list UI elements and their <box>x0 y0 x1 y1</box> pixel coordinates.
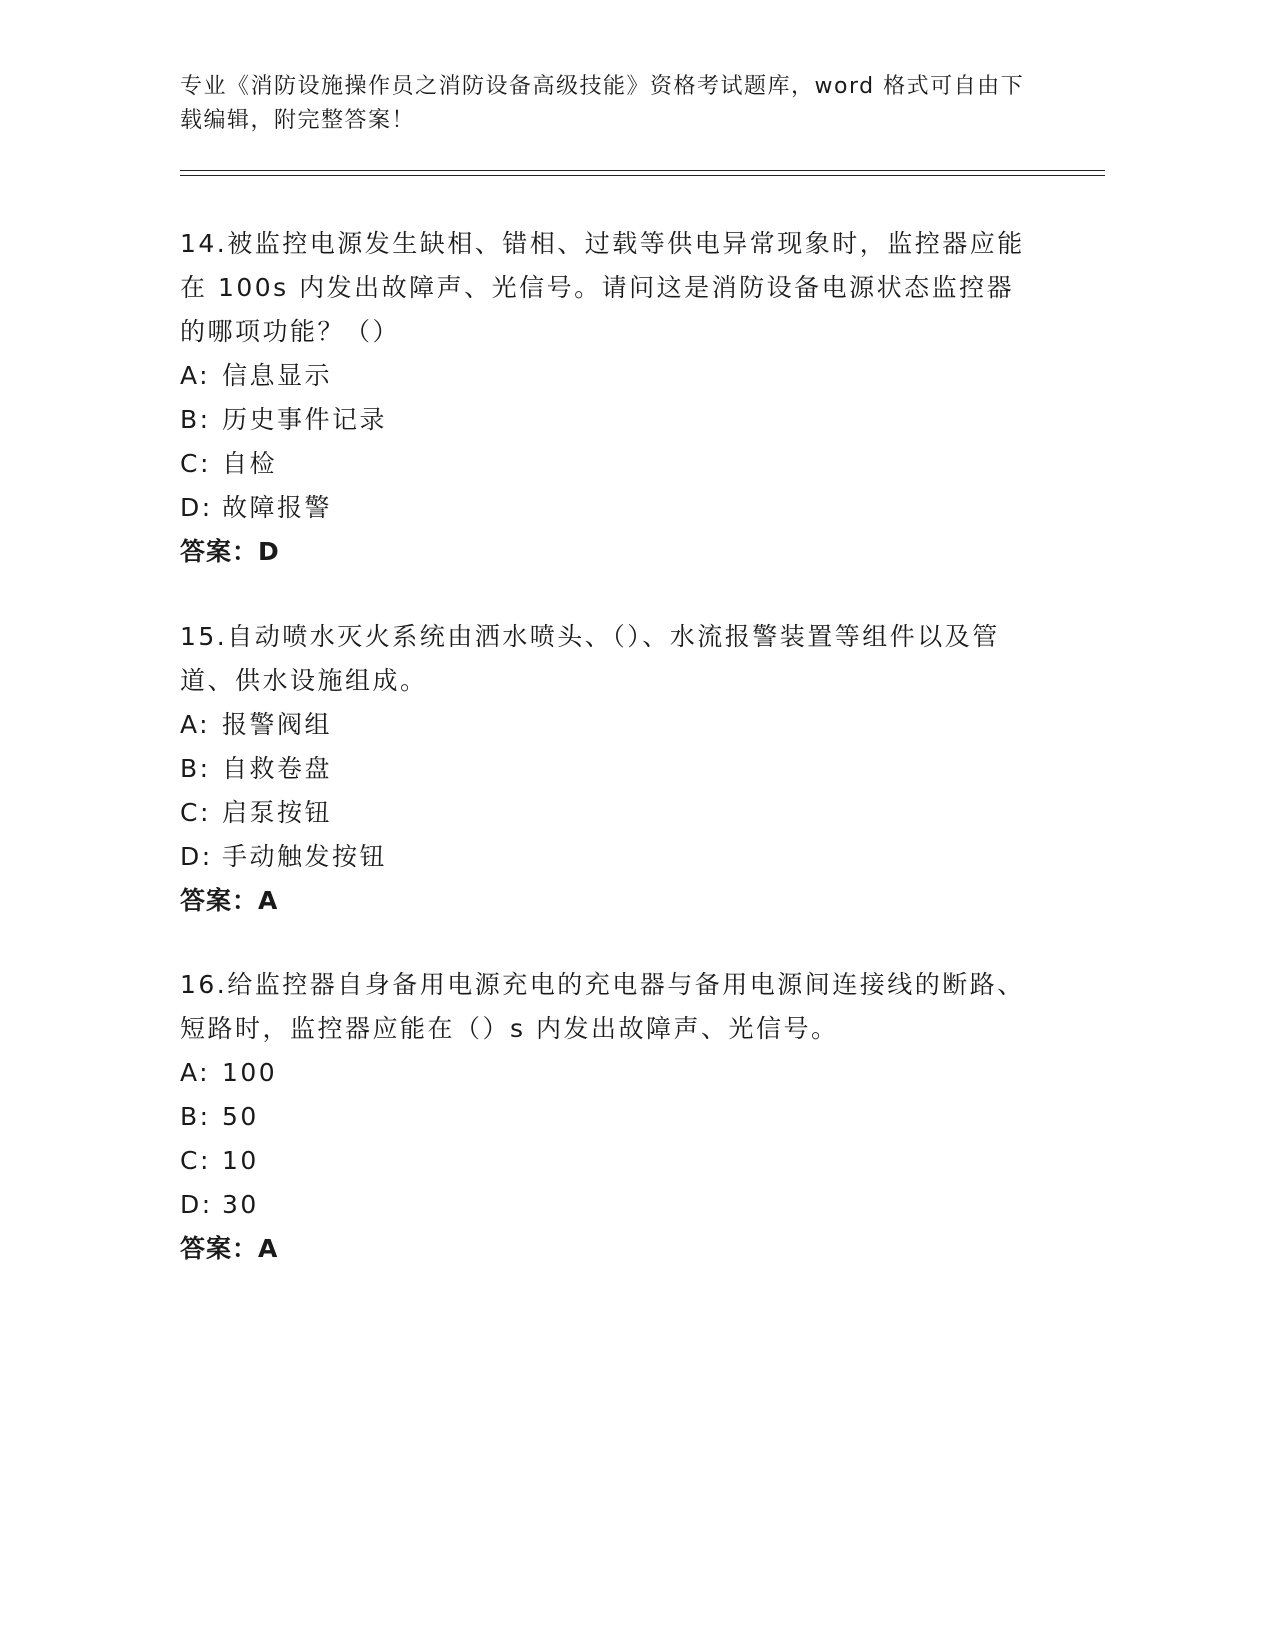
option-a <box>180 1051 1040 1095</box>
option-key: B: <box>180 754 211 783</box>
option-key: C: <box>180 798 211 827</box>
option-a <box>180 703 1040 747</box>
question-stem: 15.自动喷水灭火系统由洒水喷头、（）、水流报警装置等组件以及管道、供水设施组成。 <box>180 622 1000 695</box>
option-text: 信息显示 <box>222 361 333 390</box>
document-header: 专业《消防设施操作员之消防设备高级技能》资格考试题库，word 格式可自由下载编辑，附完整答案！ <box>180 74 1025 133</box>
answer-line: 答案：D <box>180 537 280 566</box>
option-d <box>180 486 1040 530</box>
option-b <box>180 1095 1040 1139</box>
question-15 <box>180 615 1040 923</box>
answer-line: 答案：A <box>180 886 279 915</box>
option-text: 50 <box>222 1102 259 1131</box>
header-divider-bottom <box>180 175 1105 176</box>
option-text: 手动触发按钮 <box>222 842 388 871</box>
option-key: D: <box>180 842 213 871</box>
question-14 <box>180 222 1040 574</box>
option-d <box>180 835 1040 879</box>
question-stem: 16.给监控器自身备用电源充电的充电器与备用电源间连接线的断路、短路时，监控器应能在（）s 内发出故障声、光信号。 <box>180 970 1025 1043</box>
option-c <box>180 442 1040 486</box>
option-text: 启泵按钮 <box>222 798 333 827</box>
question-16 <box>180 963 1040 1271</box>
option-key: C: <box>180 1146 211 1175</box>
option-c <box>180 1139 1040 1183</box>
option-key: B: <box>180 405 211 434</box>
option-text: 报警阀组 <box>222 710 333 739</box>
option-text: 自检 <box>222 449 278 478</box>
option-text: 历史事件记录 <box>222 405 388 434</box>
option-text: 自救卷盘 <box>222 754 333 783</box>
answer-line: 答案：A <box>180 1234 279 1263</box>
header-divider-top <box>180 170 1105 171</box>
option-key: B: <box>180 1102 211 1131</box>
option-c <box>180 791 1040 835</box>
option-key: A: <box>180 361 211 390</box>
option-key: A: <box>180 710 211 739</box>
option-b <box>180 747 1040 791</box>
option-d <box>180 1183 1040 1227</box>
option-text: 故障报警 <box>222 493 333 522</box>
question-stem: 14.被监控电源发生缺相、错相、过载等供电异常现象时，监控器应能在 100s 内发出故障声、光信号。请问这是消防设备电源状态监控器的哪项功能？（） <box>180 229 1025 346</box>
option-b <box>180 398 1040 442</box>
option-key: D: <box>180 1190 213 1219</box>
option-text: 10 <box>222 1146 259 1175</box>
option-key: C: <box>180 449 211 478</box>
option-key: A: <box>180 1058 211 1087</box>
option-text: 100 <box>222 1058 278 1087</box>
option-key: D: <box>180 493 213 522</box>
option-a <box>180 354 1040 398</box>
option-text: 30 <box>222 1190 259 1219</box>
